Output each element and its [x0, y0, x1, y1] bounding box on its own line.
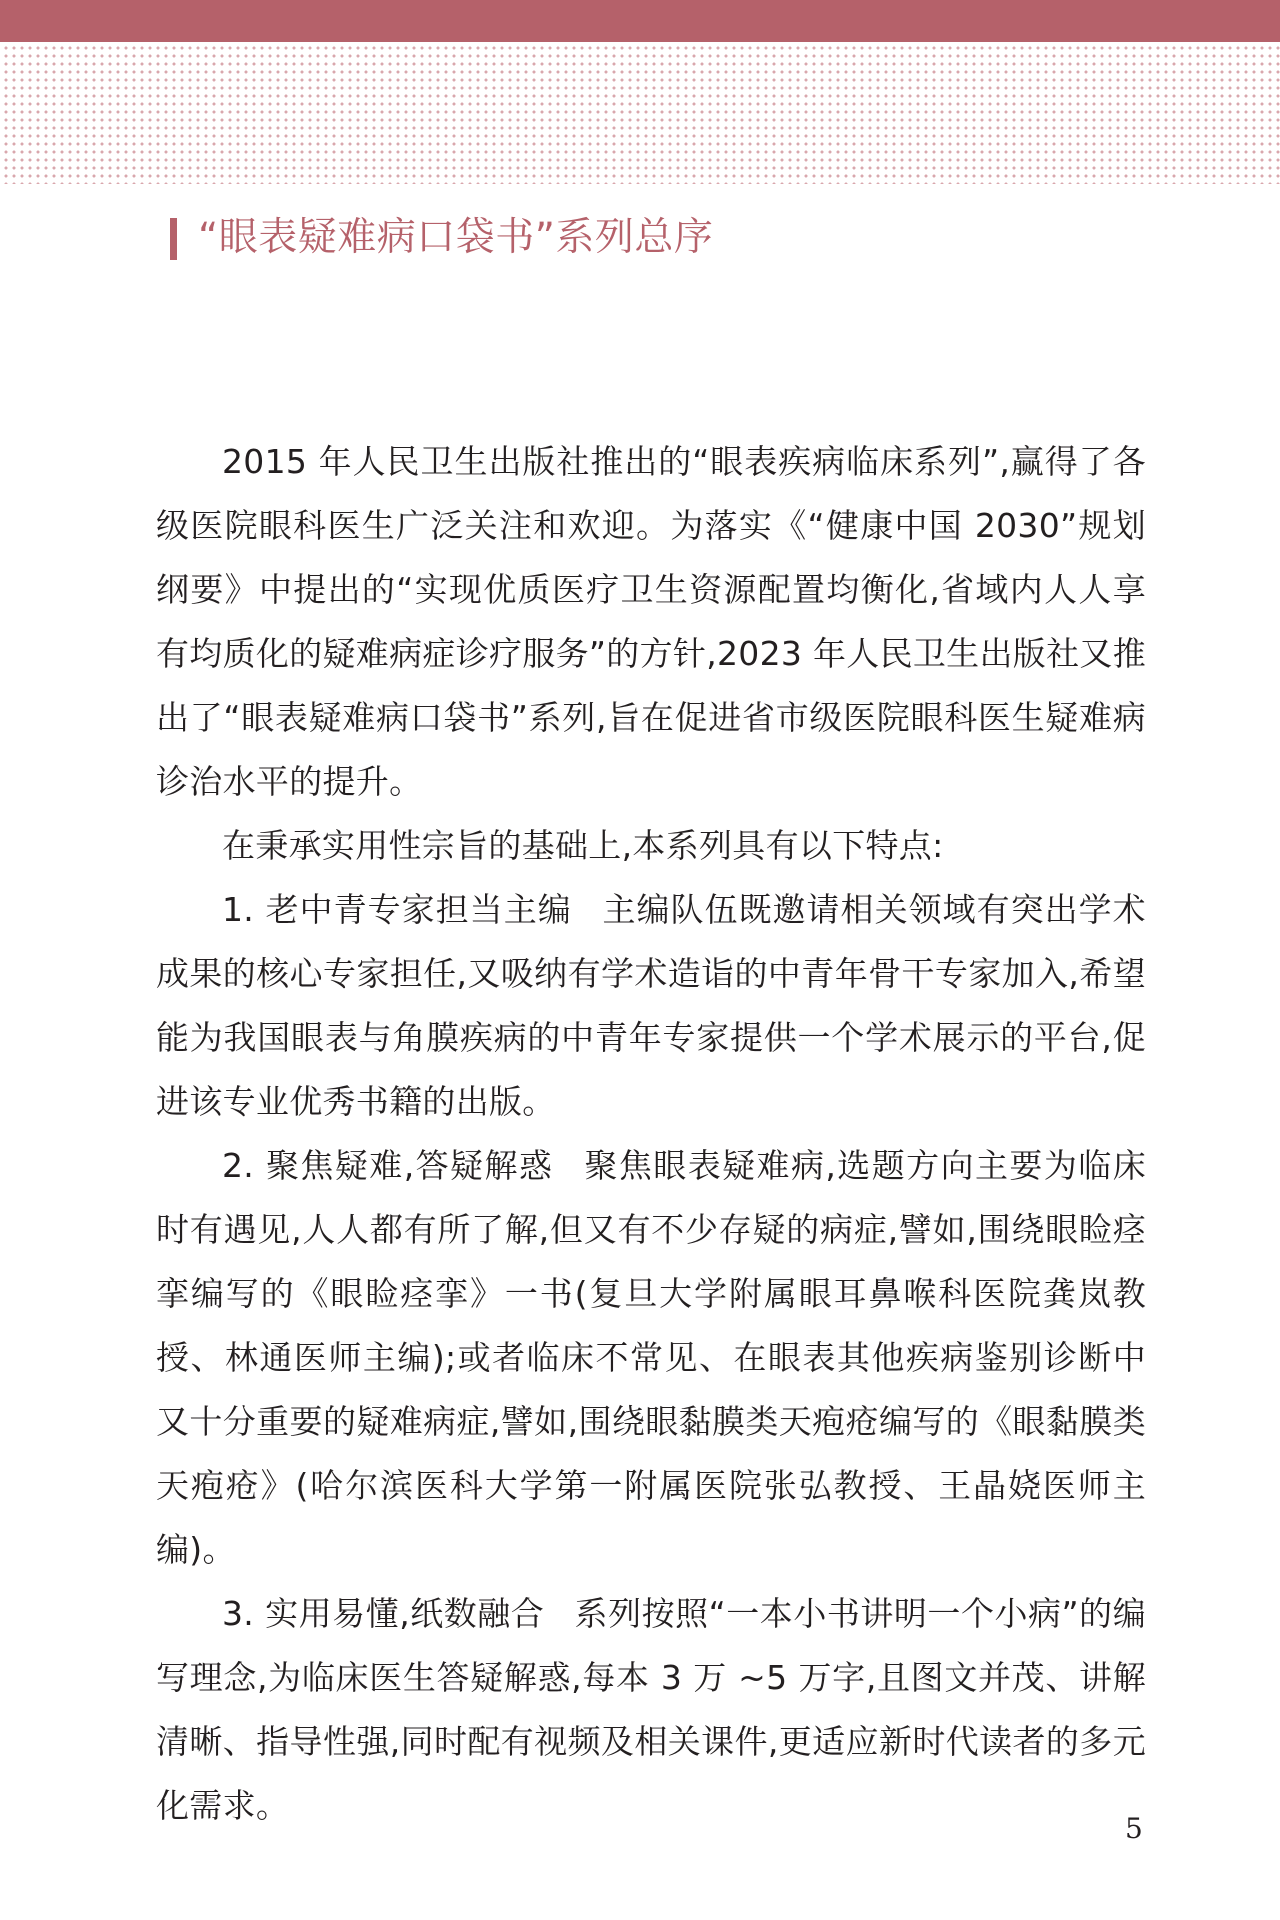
section-title: “眼表疑难病口袋书”系列总序 [198, 215, 714, 260]
title-accent-bar [170, 218, 177, 260]
paragraph-feature-1 [156, 878, 1146, 1134]
paragraph-text: 聚焦眼表疑难病,选题方向主要为临床时有遇见,人人都有所了解,但又有不少存疑的病症,譬如,围绕眼睑痉挛编写的《眼睑痉挛》一书(复旦大学附属眼耳鼻喉科医院龚岚教授、林通医师主编);或者临床不常见、在眼表其他疾病鉴别诊断中又十分重要的疑难病症,譬如,围绕眼黏膜类天疱疮编写的《眼黏膜类天疱疮》(哈尔滨医科大学第一附属医院张弘教授、王晶娆医师主编)。 [156, 1146, 1146, 1569]
feature-heading: 2. 聚焦疑难,答疑解惑 [222, 1146, 554, 1185]
paragraph-feature-3 [156, 1582, 1146, 1838]
paragraph-feature-2 [156, 1134, 1146, 1582]
page-number: 5 [1125, 1812, 1143, 1845]
paragraph-text: 2015 年人民卫生出版社推出的“眼表疾病临床系列”,赢得了各级医院眼科医生广泛关注和欢迎。为落实《“健康中国 2030”规划纲要》中提出的“实现优质医疗卫生资源配置均衡化,省域内人人享有均质化的疑难病症诊疗服务”的方针,2023 年人民卫生出版社又推出了“眼表疑难病口袋书”系列,旨在促进省市级医院眼科医生疑难病诊治水平的提升。 [156, 442, 1146, 801]
feature-heading: 1. 老中青专家担当主编 [222, 890, 572, 929]
paragraph-text: 主编队伍既邀请相关领域有突出学术成果的核心专家担任,又吸纳有学术造诣的中青年骨干专家加入,希望能为我国眼表与角膜疾病的中青年专家提供一个学术展示的平台,促进该专业优秀书籍的出版。 [156, 890, 1146, 1121]
body-text [156, 430, 1146, 1838]
paragraph-features-intro [156, 814, 1146, 878]
header-color-band [0, 0, 1280, 42]
paragraph-intro [156, 430, 1146, 814]
header-dot-pattern [0, 42, 1280, 184]
feature-heading: 3. 实用易懂,纸数融合 [222, 1594, 545, 1633]
paragraph-text: 系列按照“一本小书讲明一个小病”的编写理念,为临床医生答疑解惑,每本 3 万 ~5 万字,且图文并茂、讲解清晰、指导性强,同时配有视频及相关课件,更适应新时代读者的多元化需求。 [156, 1594, 1146, 1825]
paragraph-text: 在秉承实用性宗旨的基础上,本系列具有以下特点: [222, 826, 944, 865]
